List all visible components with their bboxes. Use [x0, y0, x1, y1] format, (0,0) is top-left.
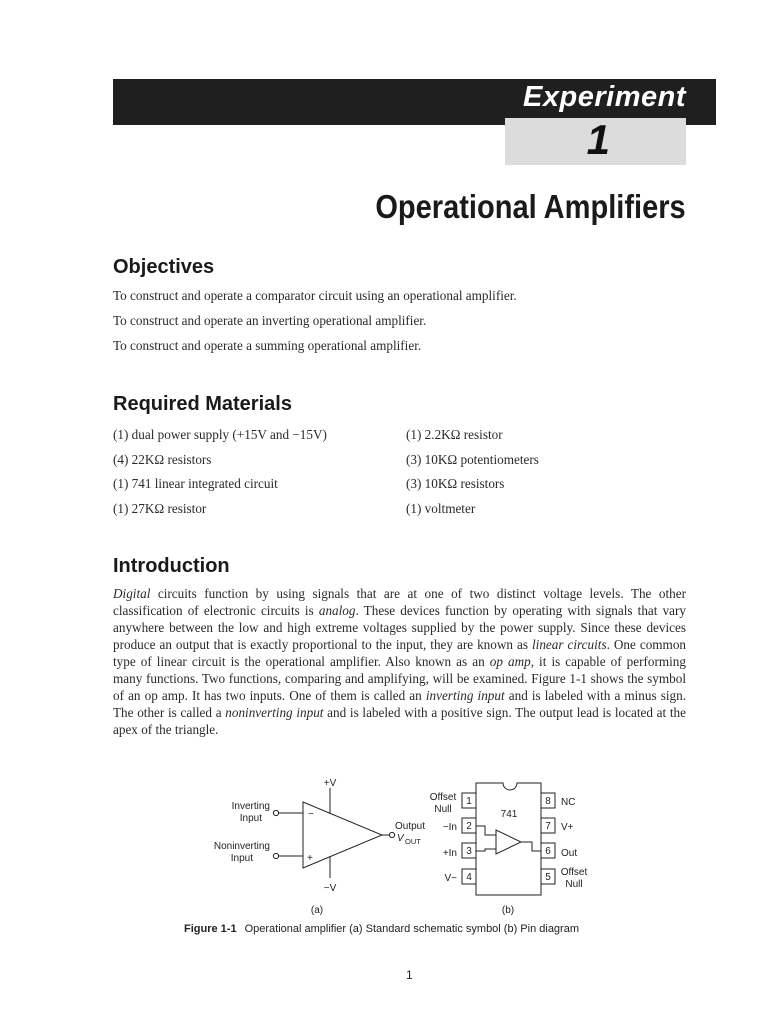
experiment-number: 1 [586, 116, 610, 163]
noninverting-input-trace [476, 849, 496, 851]
intro-text: . One common type of linear circuit is the operational amplifier. Also known as an [113, 637, 687, 669]
figure-caption [184, 923, 579, 935]
chip-label: 741 [500, 809, 518, 820]
material-item: (3) 10KΩ potentiometers [406, 452, 539, 467]
noninverting-input-label: Input [230, 853, 253, 864]
offset-null-label: Offset [560, 867, 588, 878]
figure-caption-text: Operational amplifier (a) Standard schematic symbol (b) Pin diagram [244, 923, 579, 935]
inverting-input-trace [476, 826, 496, 835]
materials-heading: Required Materials [113, 393, 292, 415]
material-item: (1) 741 linear integrated circuit [113, 476, 278, 491]
negative-supply-label: −V [323, 883, 337, 894]
material-item: (1) voltmeter [406, 501, 476, 516]
intro-term: op amp [489, 654, 531, 669]
material-item: (3) 10KΩ resistors [406, 476, 505, 491]
plus-sign: + [307, 853, 313, 864]
pin-number: 4 [466, 872, 472, 883]
offset-null-label: Offset [429, 792, 457, 803]
nc-pin-label: NC [561, 797, 576, 808]
offset-null-label: Null [434, 804, 452, 815]
vout-subscript: OUT [405, 837, 421, 846]
page-number: 1 [406, 968, 413, 982]
output-trace [521, 842, 541, 851]
noninverting-pin-label: +In [442, 848, 457, 859]
intro-text: and is labeled with a positive sign. The output lead is located at the apex of the triangle. [113, 705, 686, 737]
output-terminal [389, 832, 394, 837]
material-item: (4) 22KΩ resistors [113, 452, 212, 467]
pin-number: 6 [545, 846, 551, 857]
experiment-label: Experiment [523, 81, 686, 113]
chapter-title: Operational Amplifiers [375, 188, 686, 225]
inverting-input-label: Input [239, 813, 262, 824]
ic-package-outline [476, 783, 541, 895]
opamp-triangle [303, 802, 382, 868]
intro-term: inverting input [425, 688, 505, 703]
pin-number: 5 [545, 872, 551, 883]
negative-supply-pin-label: V− [444, 873, 457, 884]
intro-term: linear circuits [532, 637, 607, 652]
material-item: (1) dual power supply (+15V and −15V) [113, 427, 327, 442]
output-pin-label: Out [561, 848, 578, 859]
opamp-schematic-symbol [273, 788, 394, 878]
intro-text: and is labeled with a minus sign. The other is called a [113, 688, 686, 720]
inverting-input-terminal [273, 810, 278, 815]
pin-number: 1 [466, 796, 472, 807]
inverting-pin-label: −In [442, 822, 457, 833]
objective-item: To construct and operate a summing operational amplifier. [113, 338, 422, 353]
positive-supply-label: +V [323, 778, 337, 789]
objective-item: To construct and operate a comparator circuit using an operational amplifier. [113, 288, 517, 303]
offset-null-label: Null [565, 879, 583, 890]
figure-b-label: (b) [501, 905, 515, 916]
noninverting-input-terminal [273, 853, 278, 858]
intro-term: Digital [113, 586, 151, 601]
pin-number: 8 [545, 796, 551, 807]
inverting-input-label: Inverting [231, 801, 270, 812]
intro-text: . These devices function by operating with signals that vary anywhere between the low and high extreme voltages supplied by the power supply. Since these devices produce an output that is exactly proportional to the input, they are known as [113, 603, 687, 652]
pin-number: 7 [545, 821, 551, 832]
introduction-paragraph [113, 585, 686, 738]
internal-opamp-symbol [496, 830, 521, 854]
intro-term: noninverting input [225, 705, 324, 720]
material-item: (1) 2.2KΩ resistor [406, 427, 503, 442]
pin-number: 2 [466, 821, 472, 832]
pin-number: 3 [466, 846, 472, 857]
objective-item: To construct and operate an inverting operational amplifier. [113, 313, 427, 328]
material-item: (1) 27KΩ resistor [113, 501, 207, 516]
figure-caption-label: Figure 1-1 [184, 923, 237, 935]
experiment-number-box [505, 118, 686, 165]
positive-supply-pin-label: V+ [561, 822, 574, 833]
output-label: Output [395, 821, 426, 832]
minus-sign: − [308, 809, 314, 820]
intro-text: , it is capable of performing many functions. Two functions, comparing and amplifying, will be examined. Figure 1-1 shows the symbol of an op amp. It has two inputs. One of them is called an [113, 654, 686, 703]
figure-a-label: (a) [310, 905, 324, 916]
noninverting-input-label: Noninverting [213, 841, 270, 852]
introduction-heading: Introduction [113, 555, 230, 577]
objectives-heading: Objectives [113, 256, 215, 278]
intro-term: analog [318, 603, 356, 618]
vout-label: V [397, 833, 404, 844]
pin-diagram [462, 783, 555, 895]
intro-text: circuits function by using signals that are at one of two distinct voltage levels. The other classification of electronic circuits is [113, 586, 686, 618]
figure-1-1 [0, 770, 768, 920]
